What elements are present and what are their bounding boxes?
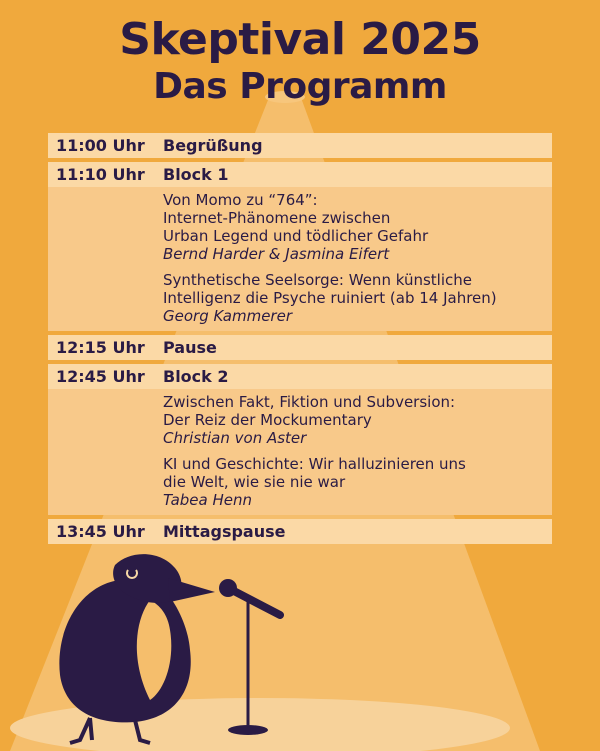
talk-title-line: Der Reiz der Mockumentary — [163, 411, 372, 429]
time-label: 12:45 Uhr — [56, 367, 145, 386]
time-label: 12:15 Uhr — [56, 338, 145, 357]
talk-title-line: Zwischen Fakt, Fiktion und Subversion: — [163, 393, 456, 411]
schedule-row — [48, 133, 552, 158]
session-title: Begrüßung — [163, 136, 263, 155]
talk-entry — [163, 393, 544, 447]
schedule-row — [48, 335, 552, 360]
speaker-name: Georg Kammerer — [163, 307, 292, 325]
talk-title-line: Internet-Phänomene zwischen — [163, 209, 391, 227]
mic-stand-base — [228, 725, 268, 735]
schedule-block — [48, 364, 552, 515]
schedule-block — [48, 162, 552, 331]
crow-at-microphone-illustration — [0, 540, 600, 751]
talk-title-line: Synthetische Seelsorge: Wenn künstliche — [163, 271, 472, 289]
page-subtitle: Das Programm — [153, 66, 447, 107]
talk-entry — [163, 191, 544, 263]
talk-title-line: Von Momo zu “764”: — [163, 191, 318, 209]
time-label: 11:00 Uhr — [56, 136, 145, 155]
session-title: Pause — [163, 338, 217, 357]
speaker-name: Tabea Henn — [163, 491, 253, 509]
time-label: 11:10 Uhr — [56, 165, 145, 184]
page-title: Skeptival 2025 — [119, 14, 481, 65]
talk-entry — [163, 271, 544, 325]
talk-title-line: die Welt, wie sie nie war — [163, 473, 346, 491]
session-title: Mittagspause — [163, 522, 286, 541]
talk-title-line: Intelligenz die Psyche ruiniert (ab 14 Jahren) — [163, 289, 497, 307]
talk-title-line: Urban Legend und tödlicher Gefahr — [163, 227, 429, 245]
talk-title-line: KI und Geschichte: Wir halluzinieren uns — [163, 455, 466, 473]
session-title: Block 1 — [163, 165, 229, 184]
talk-entry — [163, 455, 544, 509]
speaker-name: Bernd Harder & Jasmina Eifert — [163, 245, 390, 263]
program-schedule — [48, 133, 552, 548]
time-label: 13:45 Uhr — [56, 522, 145, 541]
mic-body — [232, 590, 280, 615]
session-title: Block 2 — [163, 367, 229, 386]
speaker-name: Christian von Aster — [163, 429, 307, 447]
mic-head — [219, 579, 237, 597]
crow-beak — [168, 578, 215, 602]
